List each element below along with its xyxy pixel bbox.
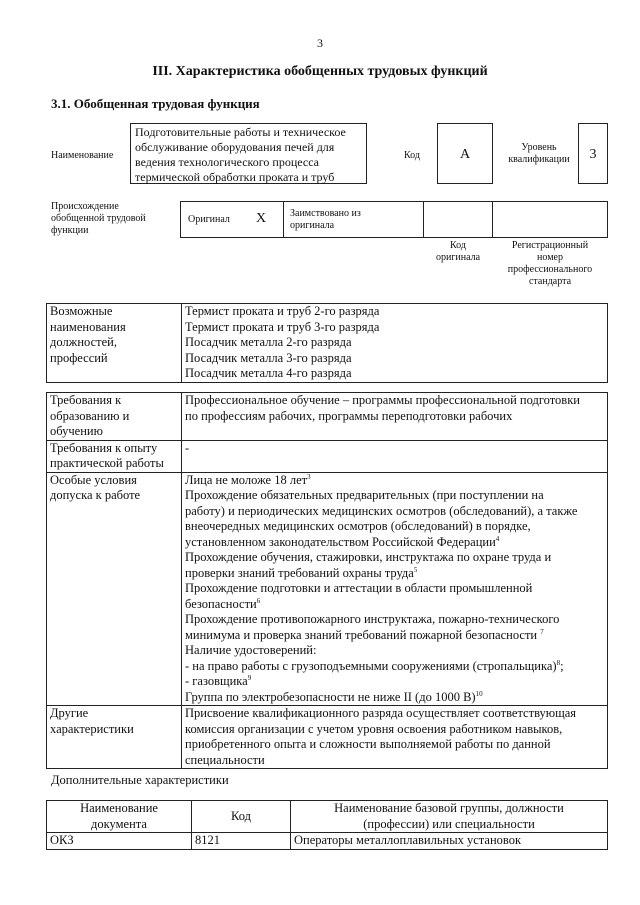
other-label: Другие характеристики [47,706,182,769]
section-title: III. Характеристика обобщенных трудовых функций [152,64,488,79]
row-document: ОКЗ [47,833,192,850]
function-name-line: ведения технологического процесса [135,155,319,169]
other-value: Присвоение квалификационного разряда осуществляет соответствующая комиссия организации с учетом уровня освоения работником навыков, приобретенного опыта и сложности выполняемой работы по данной специальности [182,706,608,769]
experience-row [47,440,608,472]
table-row [47,833,608,850]
position-item: Посадчик металла 3-го разряда [185,350,352,365]
level-value: 3 [578,123,608,184]
original-mark: X [256,211,267,226]
subsection-title: 3.1. Обобщенная трудовая функция [51,96,260,111]
function-name-line: Подготовительные работы и техническое [135,125,346,139]
experience-label: Требования к опыту практической работы [47,440,182,472]
requirements-table [46,392,608,769]
code-original-caption: Код оригинала [435,240,481,263]
positions-label: Возможные наименования должностей, профессий [47,304,182,383]
additional-header-row [47,801,608,833]
row-group: Операторы металлоплавильных установок [291,833,608,850]
education-row [47,393,608,441]
code-original-cell [423,201,493,238]
origin-table [180,201,608,238]
experience-value: - [182,440,608,472]
function-name-line: обслуживание оборудования печей для [135,140,335,154]
code-value: А [437,123,493,184]
positions-list [182,304,608,383]
reg-number-caption: Регистрационный номер профессионального стандарта [507,240,593,287]
position-item: Посадчик металла 4-го разряда [185,366,352,380]
level-label: Уровень квалификации [508,142,570,165]
name-label: Наименование [51,150,114,161]
special-row [47,472,608,706]
education-label: Требования к образованию и обучению [47,393,182,441]
additional-title: Дополнительные характеристики [51,773,229,787]
col-code-header: Код [192,801,291,833]
function-name-box [130,123,367,184]
page-number: 3 [317,36,323,50]
special-value: Лица не моложе 18 лет$^3$ Прохождение обязательных предварительных (при поступлении на работу) и периодических медицинских осмотров (обследований), а также внеочередных медицинских осмотров (обследований) в порядке, установленном законодательством Российской Федерации$^4$ Прохождение обучения, стажировки, инструктажа по охране труда и проверки знаний требований охраны труда$^5$ Прохождение подготовки и аттестации в области промышленной безопасности$^6$ Прохождение противопожарного инструктажа, пожарно-технического минимума и проверка знаний требований пожарной безопасности $^7$ Наличие удостоверений: - на право работы с грузоподъемными сооружениями (стропальщика)$^8$; - газовщика$^9$ Группа по электробезопасности не ниже II (до 1000 В)$^{10}$ [182,472,608,706]
borrowed-label: Заимствовано из оригинала [290,208,361,231]
function-name-line: термической обработки проката и труб [135,170,335,184]
other-row [47,706,608,769]
education-value: Профессиональное обучение – программы профессиональной подготовки по профессиям рабочих, программы переподготовки рабочих [182,393,608,441]
positions-table [46,303,608,383]
original-cell [180,201,284,238]
reg-number-cell [492,201,608,238]
borrowed-cell [283,201,424,238]
col-document-header: Наименование документа [47,801,192,833]
position-item: Термист проката и труб 2-го разряда [185,304,380,318]
col-group-header: Наименование базовой группы, должности (профессии) или специальности [291,801,608,833]
origin-label: Происхождение обобщенной трудовой функции [51,201,146,236]
code-label: Код [404,150,420,161]
special-label: Особые условия допуска к работе [47,472,182,706]
position-item: Посадчик металла 2-го разряда [185,335,352,349]
position-item: Термист проката и труб 3-го разряда [185,319,380,334]
row-code: 8121 [192,833,291,850]
additional-table [46,800,608,850]
original-label: Оригинал [188,214,230,225]
